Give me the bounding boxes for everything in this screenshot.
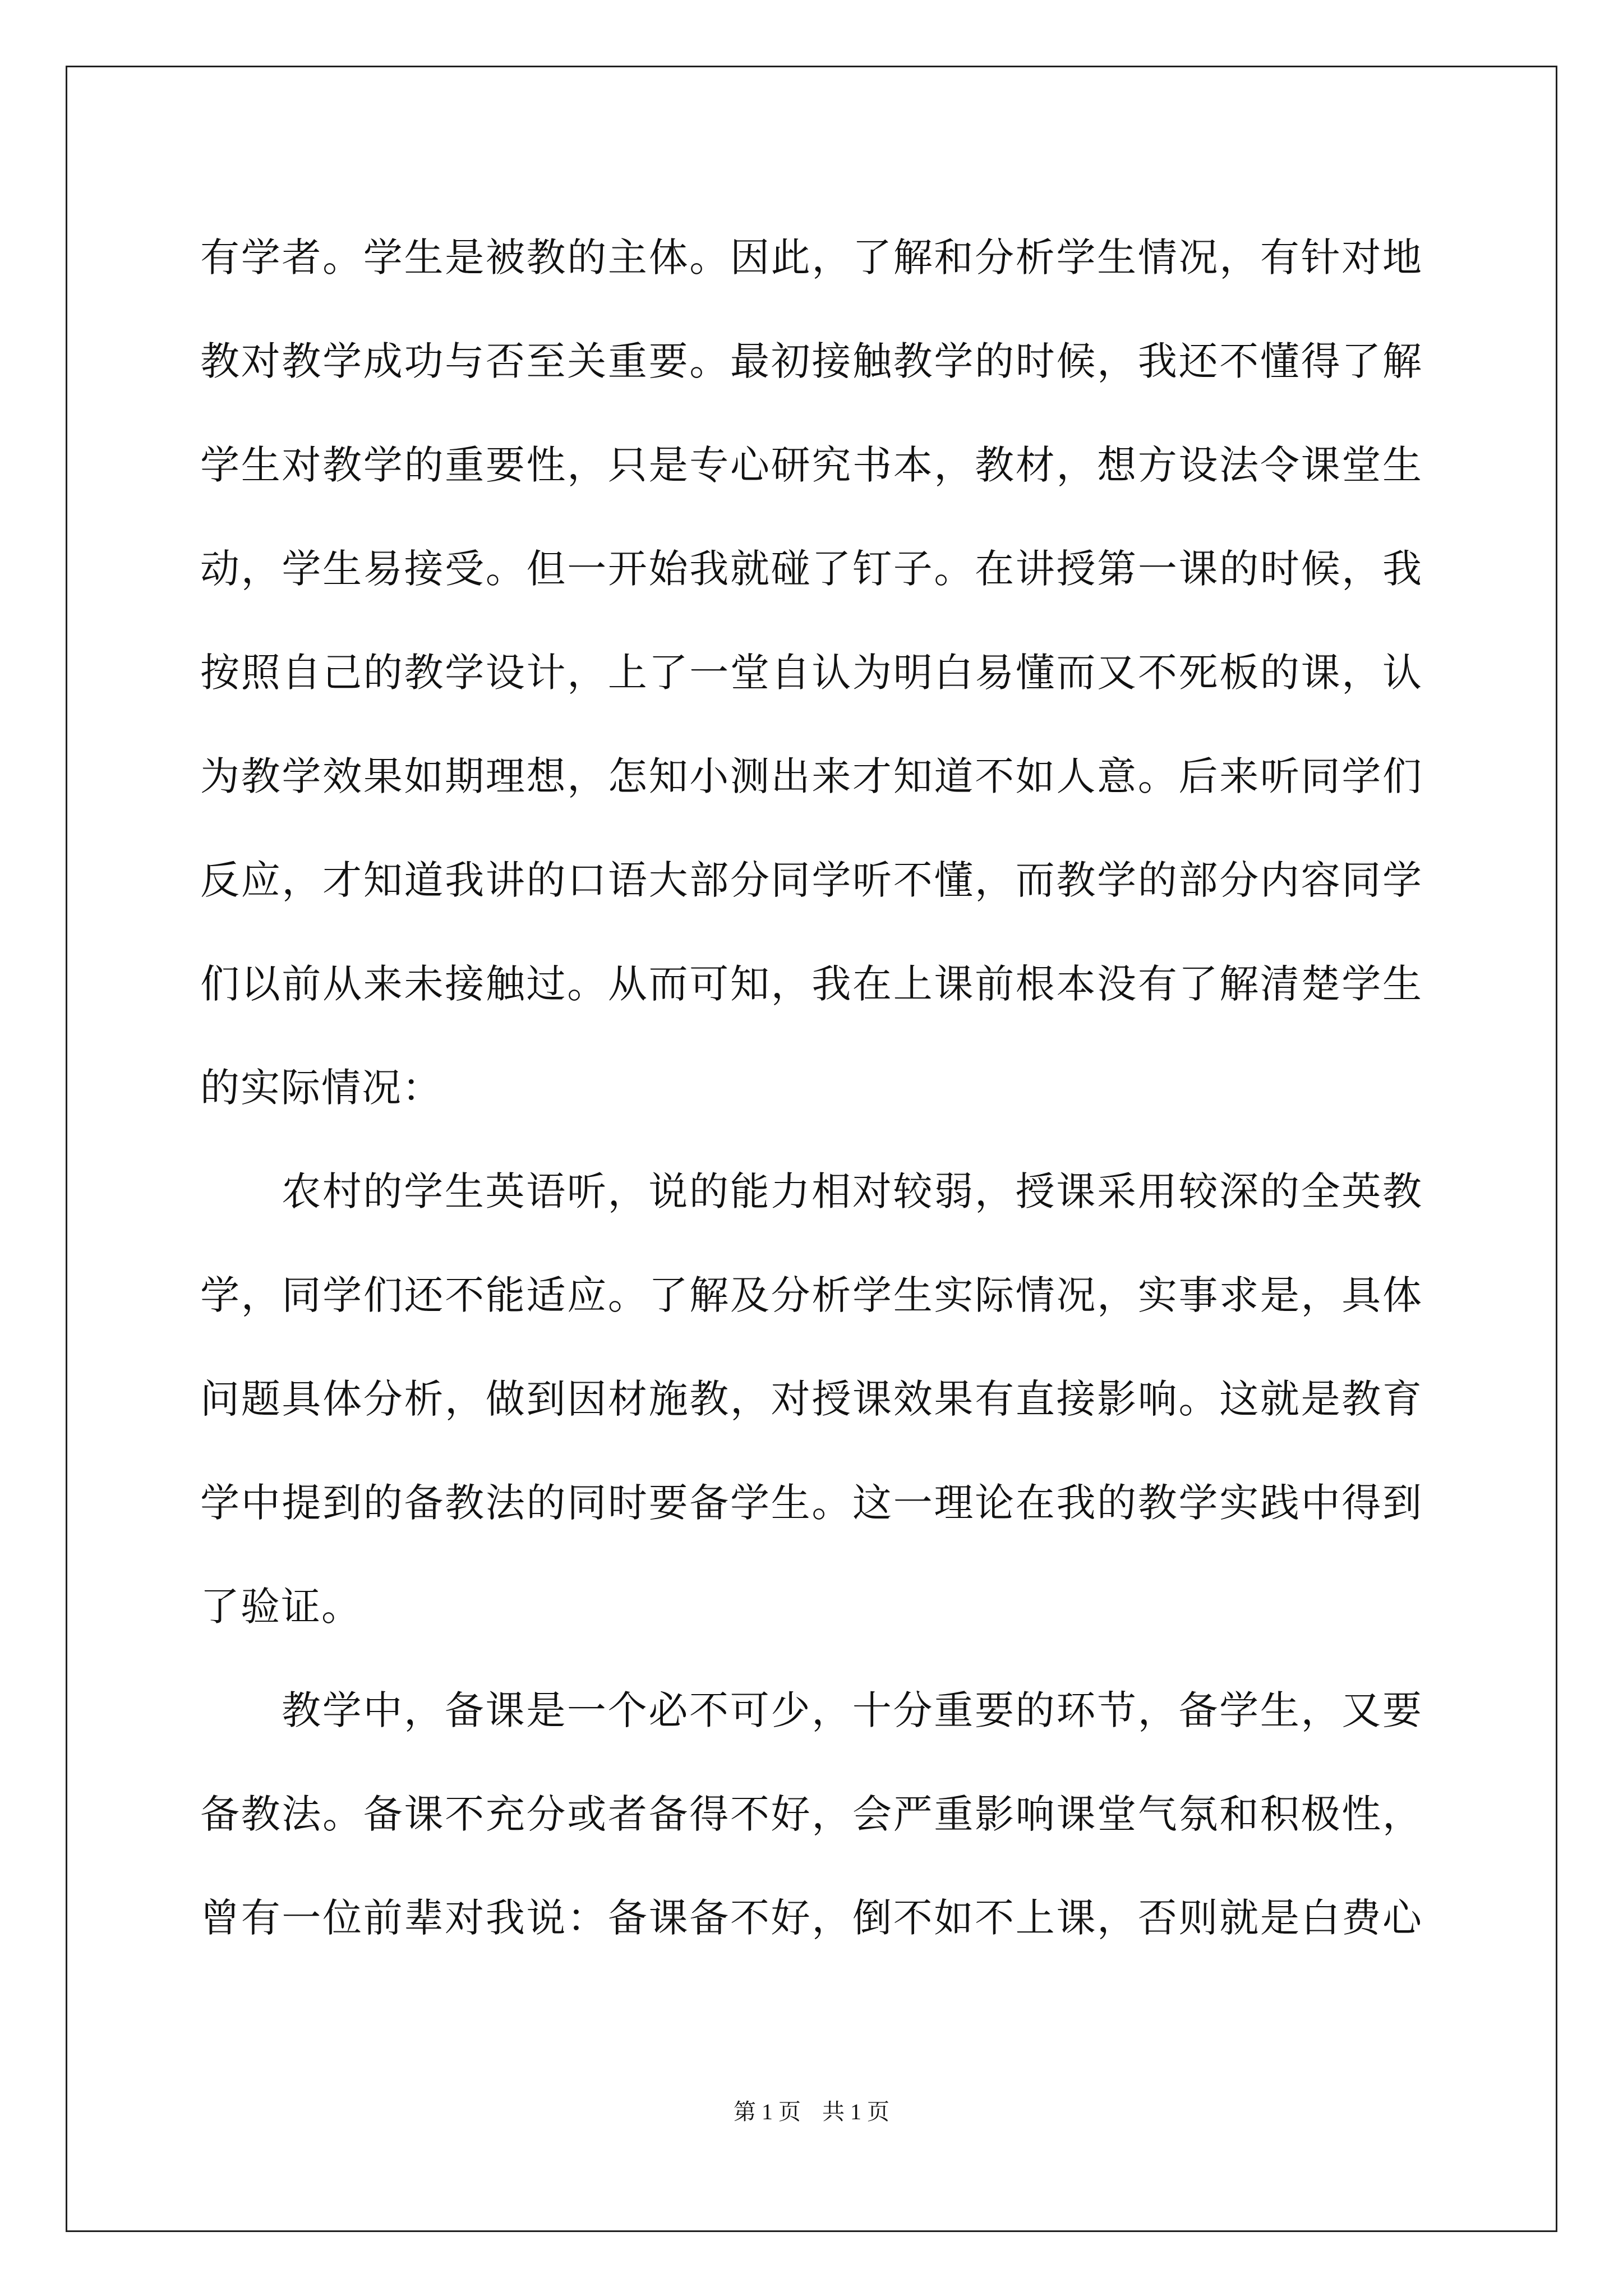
page-number: 第 1 页: [734, 2099, 801, 2124]
text-line: 们以前从来未接触过。从而可知，我在上课前根本没有了解清楚学生: [200, 961, 1423, 1007]
text-line: 备教法。备课不充分或者备得不好，会严重影响课堂气氛和积极性，: [200, 1791, 1423, 1837]
page-total: 共 1 页: [822, 2099, 889, 2124]
text-line: 按照自己的教学设计，上了一堂自认为明白易懂而又不死板的课，认: [200, 650, 1423, 696]
text-line: 农村的学生英语听，说的能力相对较弱，授课采用较深的全英教: [282, 1168, 1423, 1214]
text-line: 教学中，备课是一个必不可少，十分重要的环节，备学生，又要: [282, 1687, 1423, 1733]
text-line: 教对教学成功与否至关重要。最初接触教学的时候，我还不懂得了解: [200, 338, 1423, 384]
text-line: 的实际情况：: [200, 1065, 442, 1111]
text-line: 有学者。学生是被教的主体。因此，了解和分析学生情况，有针对地: [200, 234, 1423, 280]
text-line: 反应，才知道我讲的口语大部分同学听不懂，而教学的部分内容同学: [200, 857, 1423, 903]
text-line: 为教学效果如期理想，怎知小测出来才知道不如人意。后来听同学们: [200, 753, 1423, 799]
text-line: 了验证。: [200, 1584, 362, 1630]
text-line: 学，同学们还不能适应。了解及分析学生实际情况，实事求是，具体: [200, 1272, 1423, 1318]
text-line: 曾有一位前辈对我说：备课备不好，倒不如不上课，否则就是白费心: [200, 1895, 1423, 1941]
document-body: [200, 206, 1423, 1970]
page-footer: [0, 2095, 1623, 2129]
text-line: 学生对教学的重要性，只是专心研究书本，教材，想方设法令课堂生: [200, 442, 1423, 488]
text-line: 学中提到的备教法的同时要备学生。这一理论在我的教学实践中得到: [200, 1480, 1423, 1526]
text-line: 问题具体分析，做到因材施教，对授课效果有直接影响。这就是教育: [200, 1376, 1423, 1422]
text-line: 动，学生易接受。但一开始我就碰了钉子。在讲授第一课的时候，我: [200, 546, 1423, 592]
